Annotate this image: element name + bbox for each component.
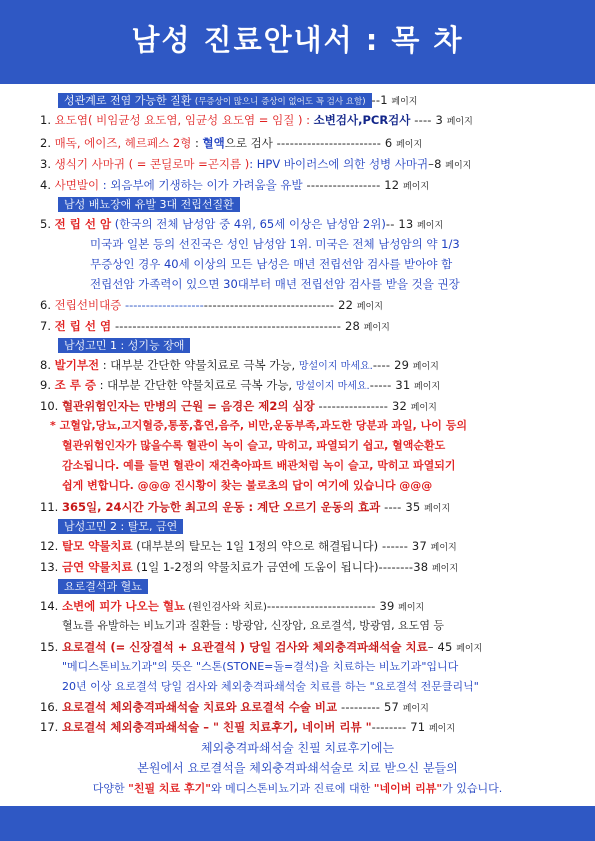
toc-item-2[interactable] bbox=[40, 135, 595, 153]
toc-num: 2. bbox=[40, 136, 55, 150]
toc-item-1-highlight: 소변검사,PCR검사 bbox=[313, 113, 411, 127]
toc-item-17[interactable] bbox=[40, 719, 595, 737]
toc-item-16-name: 요로결석 체외충격파쇄석술 치료와 bbox=[61, 700, 237, 714]
toc-item-2-highlight: 혈액 bbox=[202, 136, 225, 150]
toc-item-1-dash: ---- 3 bbox=[410, 113, 444, 127]
toc-item-8-page: 페이지 bbox=[412, 362, 439, 372]
toc-item-7-name: 전 립 선 염 bbox=[54, 319, 112, 333]
toc-item-15-detail-1: "메디스톤비뇨기과"의 뜻은 "스톤(STONE=돌=결석)을 치료하는 비뇨기과"입니다 bbox=[62, 660, 459, 673]
section-prostate bbox=[58, 196, 595, 212]
toc-item-9-dash: ----- 31 bbox=[369, 378, 411, 392]
toc-item-7-page: 페이지 bbox=[363, 323, 390, 333]
toc-item-12-name: 탈모 약물치료 bbox=[61, 539, 133, 553]
toc-item-6[interactable] bbox=[40, 297, 595, 315]
toc-item-14-dash: ------------------------- 39 bbox=[266, 599, 395, 613]
toc-item-3[interactable] bbox=[40, 156, 595, 174]
toc-item-13-name: 금연 약물치료 bbox=[61, 560, 133, 574]
toc-item-5-dash: -- 13 bbox=[385, 217, 414, 231]
toc-item-10[interactable] bbox=[40, 398, 595, 416]
toc-item-8-sep: : 대부분 간단한 약물치료로 극복 가능, bbox=[99, 358, 299, 372]
toc-item-2-page: 페이지 bbox=[396, 140, 423, 150]
section-hair-smoking bbox=[58, 518, 595, 534]
toc-item-10-page: 페이지 bbox=[410, 403, 437, 413]
toc-item-2-sep: : bbox=[191, 136, 203, 150]
toc-item-2-dash: ------------------------ 6 bbox=[272, 136, 393, 150]
toc-item-9-page: 페이지 bbox=[414, 382, 441, 392]
toc-item-3-name: 생식기 사마귀 ( = 콘딜로마 =곤지름 ) bbox=[54, 157, 250, 171]
toc-num: 1. bbox=[40, 113, 55, 127]
toc-item-14-name: 소변에 피가 나오는 혈뇨 bbox=[61, 599, 186, 613]
toc-item-9-name: 조 루 증 bbox=[54, 378, 96, 392]
toc-item-15-name: 요로결석 (= 신장결석 + 요관결석 ) 당일 검사와 체외충격파쇄석술 치료 bbox=[61, 640, 428, 654]
toc-item-14-rest: (원인검사와 치료) bbox=[185, 602, 267, 613]
closing-line-2: 본원에서 요로결석을 체외충격파쇄석술로 치료 받으신 분들의 bbox=[137, 761, 458, 775]
toc-item-13-dash: --------38 bbox=[378, 560, 429, 574]
section-sexual-dysfunction bbox=[58, 337, 595, 353]
toc-item-11-name: 365일, 24시간 가능한 최고의 운동 : 계단 오르기 운동의 효과 bbox=[61, 500, 381, 514]
toc-item-17-name: 요로결석 체외충격파쇄석술 – " 친필 치료후기, 네이버 리뷰 " bbox=[61, 720, 372, 734]
toc-item-13[interactable] bbox=[40, 559, 595, 577]
toc-item-12-dash: ------ 37 bbox=[378, 539, 427, 553]
toc-item-9-highlight: 망설이지 마세요. bbox=[295, 381, 370, 392]
section-prostate-title: 남성 배뇨장애 유발 3대 전립선질환 bbox=[58, 197, 240, 212]
toc-item-2-rest: 으로 검사 bbox=[224, 136, 273, 150]
toc-item-15-detail-2: 20년 이상 요로결석 당일 검사와 체외충격파쇄석술 치료를 하는 "요로결석 전문클리닉" bbox=[62, 680, 479, 693]
toc-item-13-rest: (1일 1-2정의 약물치료가 금연에 도움이 됩니다) bbox=[132, 560, 379, 574]
page-title: 남성 진료안내서 : 목 차 bbox=[131, 23, 464, 57]
toc-item-6-dash: ------------------------------ 22 bbox=[203, 298, 354, 312]
section-sexual-dysfunction-title: 남성고민 1 : 성기능 장애 bbox=[58, 338, 190, 353]
toc-item-5-detail-1: 미국과 일본 등의 선진국은 성인 남성암 1위. 미국은 전체 남성암의 약 1/3 bbox=[90, 237, 460, 251]
toc-item-10-detail-3: 감소됩니다. 예를 들면 혈관이 재건축아파트 배관처럼 녹이 슬고, 막히고 파열되기 bbox=[62, 459, 456, 472]
toc-num: 15. bbox=[40, 640, 62, 654]
closing-line-3-pre: 다양한 bbox=[92, 782, 129, 795]
toc-num: 14. bbox=[40, 599, 62, 613]
toc-item-5-detail-3: 전립선암 가족력이 있으면 30대부터 매년 전립선암 검사를 받을 것을 권장 bbox=[90, 277, 460, 291]
toc-item-7[interactable] bbox=[40, 318, 595, 336]
toc-item-10-dash: ---------------- 32 bbox=[314, 399, 408, 413]
closing-line-1: 체외충격파쇄석술 친필 치료후기에는 bbox=[200, 741, 395, 755]
section-std-heading bbox=[58, 93, 372, 108]
toc-num: 13. bbox=[40, 560, 62, 574]
toc-item-4-name: 사면발이 bbox=[54, 178, 100, 192]
footer-band bbox=[0, 806, 595, 841]
toc-item-10-detail-2: 혈관위험인자가 많을수록 혈관이 녹이 슬고, 막히고, 파열되기 쉽고, 혈액순환도 bbox=[62, 439, 446, 452]
closing-line-3-mid: 와 메디스톤비뇨기과 진료에 대한 bbox=[210, 782, 374, 795]
toc-item-10-detail-1: * 고혈압,당뇨,고지혈증,통풍,흡연,음주, 비만,운동부족,과도한 당분과 과일, 나이 등의 bbox=[50, 419, 467, 432]
toc-num: 12. bbox=[40, 539, 62, 553]
toc-num: 16. bbox=[40, 700, 62, 714]
toc-num: 9. bbox=[40, 378, 55, 392]
toc-item-4-page: 페이지 bbox=[403, 182, 430, 192]
toc-item-12-page: 페이지 bbox=[430, 543, 457, 553]
section-std-dash: --1 bbox=[371, 93, 388, 107]
toc-item-6-dash-blue: ------------------- bbox=[121, 298, 204, 312]
toc-item-11-dash: ---- 35 bbox=[380, 500, 421, 514]
toc-item-3-rest: : HPV 바이러스에 의한 성병 사마귀 bbox=[249, 157, 429, 171]
toc-item-2-name: 매독, 에이즈, 헤르페스 2형 bbox=[54, 136, 192, 150]
toc-item-7-dash: ---------------------------------------------------- 28 bbox=[111, 319, 361, 333]
toc-item-4[interactable] bbox=[40, 177, 595, 195]
section-stones-hematuria-title: 요로결석과 혈뇨 bbox=[58, 579, 148, 594]
toc-item-16[interactable] bbox=[40, 699, 595, 717]
toc-item-15[interactable] bbox=[40, 639, 595, 657]
toc-item-5-name: 전 립 선 암 bbox=[54, 217, 112, 231]
section-stones-hematuria bbox=[58, 578, 595, 594]
toc-num: 10. bbox=[40, 399, 62, 413]
section-hair-smoking-title: 남성고민 2 : 탈모, 금연 bbox=[58, 519, 183, 534]
toc-item-1-page: 페이지 bbox=[446, 117, 473, 127]
closing-line-3-hl1: "친필 치료 후기" bbox=[128, 782, 211, 795]
section-std-note: (무증상이 많으니 증상이 없어도 꼭 검사 요함) bbox=[194, 97, 366, 107]
toc-item-16-page: 페이지 bbox=[402, 704, 429, 714]
toc-item-13-page: 페이지 bbox=[431, 564, 459, 574]
toc-item-11[interactable] bbox=[40, 499, 595, 517]
toc-item-3-dash: –8 bbox=[428, 157, 442, 171]
closing-line-3 bbox=[0, 781, 595, 797]
toc-item-9[interactable] bbox=[40, 377, 595, 395]
toc-item-8[interactable] bbox=[40, 357, 595, 375]
toc-item-1[interactable] bbox=[40, 112, 595, 130]
toc-item-10-name: 혈관위험인자는 만병의 근원 = 음경은 제2의 심장 bbox=[61, 399, 315, 413]
toc-item-15-dash: – 45 bbox=[427, 640, 453, 654]
toc-item-12[interactable] bbox=[40, 538, 595, 556]
toc-item-14-page: 페이지 bbox=[398, 603, 425, 613]
toc-item-5-rest: (한국의 전체 남성암 중 4위, 65세 이상은 남성암 2위) bbox=[111, 217, 386, 231]
toc-item-17-dash: -------- 71 bbox=[371, 720, 426, 734]
toc-item-15-page: 페이지 bbox=[456, 644, 483, 654]
toc-item-14-subtext: 혈뇨를 유발하는 비뇨기과 질환들 : 방광암, 신장암, 요로결석, 방광염, 요도염 등 bbox=[62, 619, 445, 632]
toc-num: 6. bbox=[40, 298, 55, 312]
toc-item-6-name: 전립선비대증 bbox=[54, 298, 122, 312]
toc-num: 8. bbox=[40, 358, 55, 372]
toc-item-1-name: 요도염 bbox=[54, 113, 88, 127]
toc-item-8-dash: ---- 29 bbox=[372, 358, 410, 372]
section-std-title: 성관계로 전염 가능한 질환 bbox=[64, 94, 192, 107]
toc-item-14[interactable] bbox=[40, 598, 595, 616]
toc-num: 11. bbox=[40, 500, 62, 514]
toc-item-6-page: 페이지 bbox=[356, 302, 383, 312]
toc-item-8-name: 발기부전 bbox=[54, 358, 100, 372]
toc-num: 17. bbox=[40, 720, 62, 734]
toc-item-11-page: 페이지 bbox=[424, 504, 451, 514]
toc-item-4-dash: ----------------- 12 bbox=[302, 178, 400, 192]
closing-line-3-post: 가 있습니다. bbox=[442, 782, 503, 795]
toc-num: 4. bbox=[40, 178, 55, 192]
toc-item-4-rest: : 외음부에 기생하는 이가 가려움을 유발 bbox=[99, 178, 303, 192]
toc-item-3-page: 페이지 bbox=[445, 161, 472, 171]
toc-item-16-name-2: 요로결석 수술 비교 bbox=[240, 700, 338, 714]
toc-item-9-sep: : 대부분 간단한 약물치료로 극복 가능, bbox=[95, 378, 296, 392]
section-std-page: 페이지 bbox=[391, 97, 418, 107]
toc-num: 5. bbox=[40, 217, 55, 231]
toc-item-16-dash: --------- 57 bbox=[337, 700, 400, 714]
toc-item-1-desc: ( 비임균성 요도염, 임균성 요도염 = 임질 ) : bbox=[87, 113, 314, 127]
toc-item-5-page: 페이지 bbox=[417, 221, 444, 231]
toc-item-10-detail-4: 쉽게 변합니다. @@@ 진시황이 찾는 불로초의 답이 여기에 있습니다 @@@ bbox=[62, 479, 433, 492]
section-std bbox=[58, 92, 595, 110]
toc-item-17-page: 페이지 bbox=[428, 724, 456, 734]
toc-item-12-rest: (대부분의 탈모는 1일 1정의 약으로 해결됩니다) bbox=[132, 539, 379, 553]
toc-item-8-highlight: 망설이지 마세요. bbox=[298, 361, 373, 372]
toc-num: 3. bbox=[40, 157, 55, 171]
toc-num: 7. bbox=[40, 319, 55, 333]
closing-line-3-hl2: "네이버 리뷰" bbox=[373, 782, 443, 795]
toc-item-5-detail-2: 무증상인 경우 40세 이상의 모든 남성은 매년 전립선암 검사를 받아야 함 bbox=[90, 257, 453, 271]
toc-item-5[interactable] bbox=[40, 216, 595, 234]
